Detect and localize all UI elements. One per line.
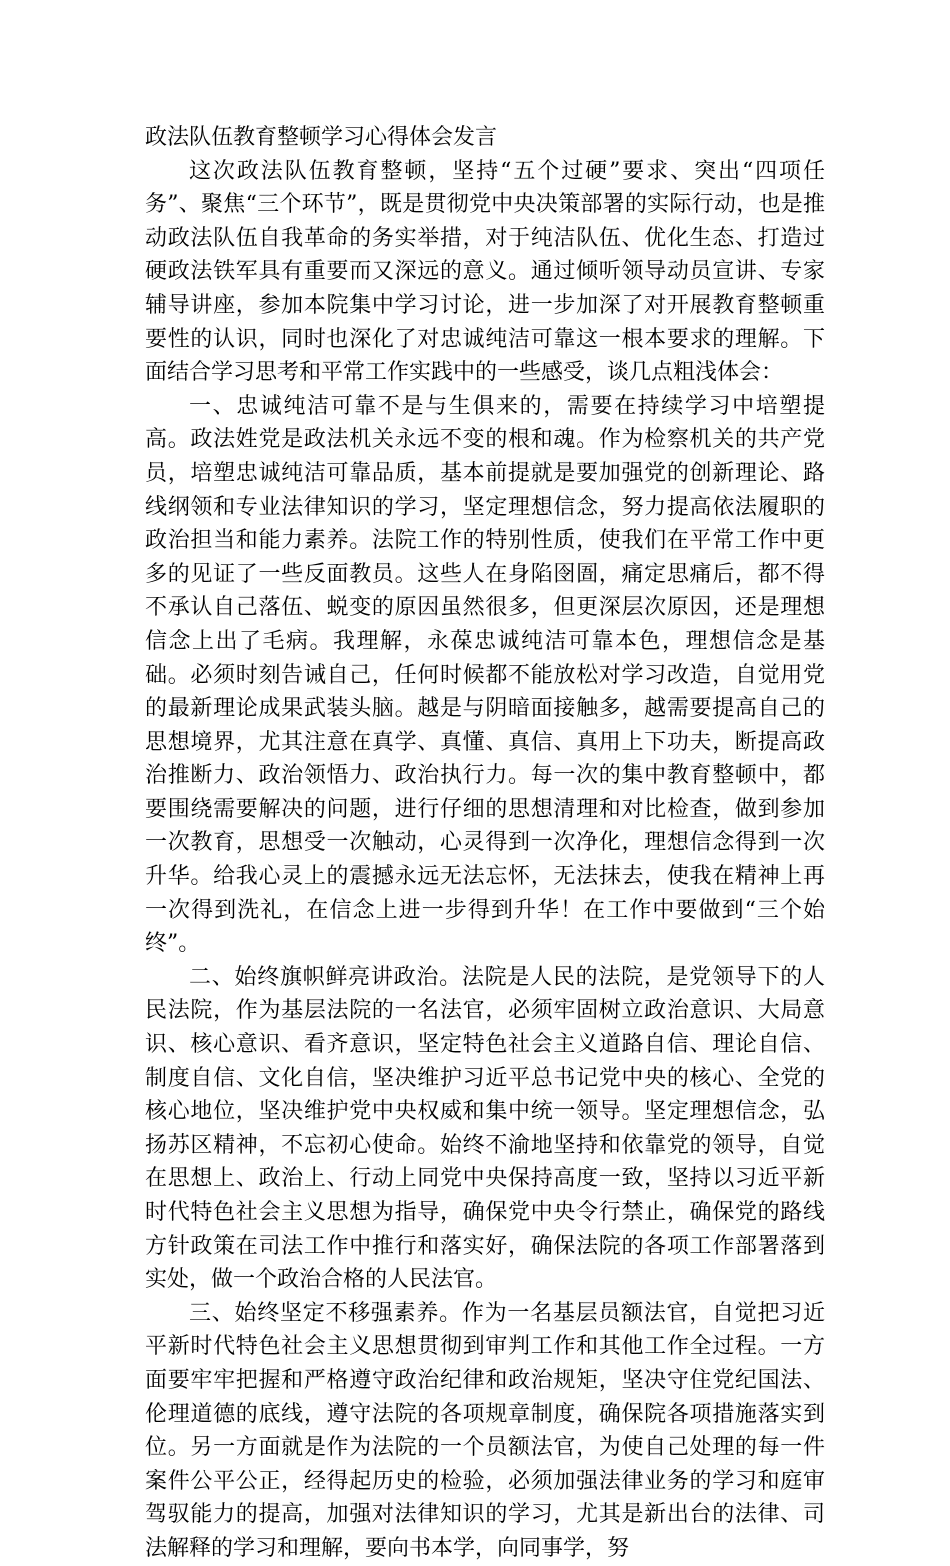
paragraph-point-three: 三、始终坚定不移强素养。作为一名基层员额法官，自觉把习近平新时代特色社会主义思想贯彻到审判工作和其他工作全过程。一方面要牢牢把握和严格遵守政治纪律和政治规矩，坚决守住党纪国法、伦理道德的底线，遵守法院的各项规章制度，确保院各项措施落实到位。另一方面就是作为法院的一个员额法官，为使自己处理的每一件案件公平公正，经得起历史的检验，必须加强法律业务的学习和庭审驾驭能力的提高，加强对法律知识的学习，尤其是新出台的法律、司法解释的学习和理解，要向书本学，向同事学，努 (145, 1300, 825, 1561)
paragraph-intro: 这次政法队伍教育整顿，坚持“五个过硬”要求、突出“四项任务”、聚焦“三个环节”，既是贯彻党中央决策部署的实际行动，也是推动政法队伍自我革命的务实举措，对于纯洁队伍、优化生态、打造过硬政法铁军具有重要而又深远的意义。通过倾听领导动员宣讲、专家辅导讲座，参加本院集中学习讨论，进一步加深了对开展教育整顿重要性的认识，同时也深化了对忠诚纯洁可靠这一根本要求的理解。下面结合学习思考和平常工作实践中的一些感受，谈几点粗浅体会： (145, 158, 825, 386)
document-page (145, 121, 825, 1566)
paragraph-point-two: 二、始终旗帜鲜亮讲政治。法院是人民的法院，是党领导下的人民法院，作为基层法院的一名法官，必须牢固树立政治意识、大局意识、核心意识、看齐意识，坚定特色社会主义道路自信、理论自信、制度自信、文化自信，坚决维护习近平总书记党中央的核心、全党的核心地位，坚决维护党中央权威和集中统一领导。坚定理想信念，弘扬苏区精神，不忘初心使命。始终不渝地坚持和依靠党的领导，自觉在思想上、政治上、行动上同党中央保持高度一致，坚持以习近平新时代特色社会主义思想为指导，确保党中央令行禁止，确保党的路线方针政策在司法工作中推行和落实好，确保法院的各项工作部署落到实处，做一个政治合格的人民法官。 (145, 964, 825, 1293)
paragraph-point-one: 一、忠诚纯洁可靠不是与生俱来的，需要在持续学习中培塑提高。政法姓党是政法机关永远不变的根和魂。作为检察机关的共产党员，培塑忠诚纯洁可靠品质，基本前提就是要加强党的创新理论、路线纲领和专业法律知识的学习，坚定理想信念，努力提高依法履职的政治担当和能力素养。法院工作的特别性质，使我们在平常工作中更多的见证了一些反面教员。这些人在身陷囹圄，痛定思痛后，都不得不承认自己落伍、蜕变的原因虽然很多，但更深层次原因，还是理想信念上出了毛病。我理解，永葆忠诚纯洁可靠本色，理想信念是基础。必须时刻告诫自己，任何时候都不能放松对学习改造，自觉用党的最新理论成果武装头脑。越是与阴暗面接触多，越需要提高自己的思想境界，尤其注意在真学、真懂、真信、真用上下功夫，断提高政治推断力、政治领悟力、政治执行力。每一次的集中教育整顿中，都要围绕需要解决的问题，进行仔细的思想清理和对比检查，做到参加一次教育，思想受一次触动，心灵得到一次净化，理想信念得到一次升华。给我心灵上的震撼永远无法忘怀，无法抹去，使我在精神上再一次得到洗礼，在信念上进一步得到升华！在工作中要做到“三个始终”。 (145, 393, 825, 957)
document-title: 政法队伍教育整顿学习心得体会发言 (145, 125, 498, 150)
